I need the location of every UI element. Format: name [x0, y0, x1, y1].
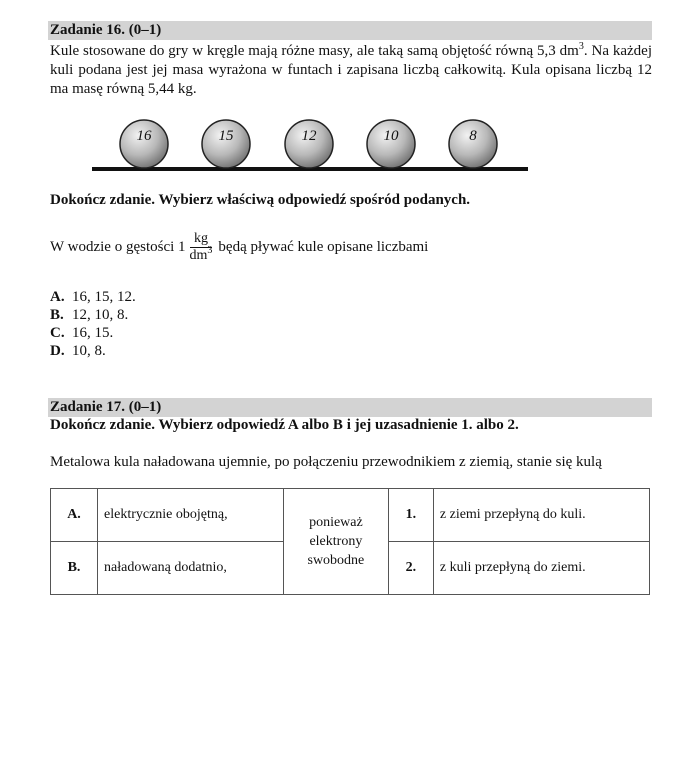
reason-1-text[interactable]: z ziemi przepłyną do kuli. — [433, 489, 649, 542]
answer-table — [50, 488, 650, 595]
choice-a-label[interactable]: A. — [51, 489, 98, 542]
answer-option-b[interactable] — [50, 306, 128, 324]
bowling-balls-svg — [0, 112, 687, 174]
option-text: 16, 15. — [72, 325, 114, 341]
answer-option-d[interactable] — [50, 342, 106, 360]
option-text: 10, 8. — [72, 343, 106, 359]
task17-header: Zadanie 17. (0–1) — [48, 398, 652, 417]
unit-den-sup: 3 — [207, 245, 213, 257]
ball-label: 10 — [383, 128, 399, 144]
option-text: 12, 10, 8. — [72, 307, 129, 323]
task16-header: Zadanie 16. (0–1) — [48, 21, 652, 40]
connector-line-2: elektrony — [309, 534, 363, 549]
density-unit-fraction — [190, 231, 213, 264]
ball — [449, 120, 497, 168]
ball-label: 15 — [218, 128, 234, 144]
table-row — [51, 489, 650, 542]
unit-numerator: kg — [190, 231, 213, 248]
reason-1-label[interactable]: 1. — [388, 489, 433, 542]
ball-label: 16 — [136, 128, 152, 144]
choice-b-text[interactable]: naładowaną dodatnio, — [98, 542, 284, 595]
connector-line-3: swobodne — [307, 553, 365, 568]
ball — [202, 120, 250, 168]
task17-instruction: Dokończ zdanie. Wybierz odpowiedź A albo B i jej uzasadnienie 1. albo 2. — [50, 417, 519, 433]
unit-den-text: dm — [189, 248, 208, 264]
task16-intro — [50, 42, 652, 99]
option-letter: D. — [50, 343, 65, 359]
option-letter: B. — [50, 307, 64, 323]
connector-cell — [283, 489, 388, 595]
answer-option-c[interactable] — [50, 324, 113, 342]
option-letter: C. — [50, 325, 65, 341]
option-text: 16, 15, 12. — [72, 289, 136, 305]
option-letter: A. — [50, 289, 65, 305]
task16-intro-sup: 3 — [578, 41, 584, 52]
choice-a-text[interactable]: elektrycznie obojętną, — [98, 489, 284, 542]
task16-instruction: Dokończ zdanie. Wybierz właściwą odpowiedź spośród podanych. — [50, 192, 471, 208]
task16-question-b: będą pływać kule opisane liczbami — [218, 239, 429, 255]
task16-question-a: W wodzie o gęstości 1 — [50, 239, 186, 255]
choice-b-label[interactable]: B. — [51, 542, 98, 595]
task17-question: Metalowa kula naładowana ujemnie, po połączeniu przewodnikiem z ziemią, stanie się kulą — [50, 454, 602, 470]
ball-label: 12 — [301, 128, 317, 144]
answer-option-a[interactable] — [50, 288, 136, 306]
reason-2-label[interactable]: 2. — [388, 542, 433, 595]
task16-intro-b: . Na każdej kuli podana jest jej masa wyrażona w funtach i zapisana liczbą całkowitą. Kula opisana liczbą 12 ma masę równą 5,44 kg. — [50, 43, 652, 97]
ball — [367, 120, 415, 168]
task16-intro-a: Kule stosowane do gry w kręgle mają różne masy, ale taką samą objętość równą 5,3 dm — [50, 43, 579, 59]
unit-denominator — [189, 245, 213, 264]
reason-2-text[interactable]: z kuli przepłyną do ziemi. — [433, 542, 649, 595]
ball-label: 8 — [469, 128, 477, 144]
bowling-balls-illustration — [0, 112, 687, 174]
ball — [120, 120, 168, 168]
connector-line-1: ponieważ — [309, 515, 363, 530]
task16-question — [50, 230, 652, 264]
ball — [285, 120, 333, 168]
